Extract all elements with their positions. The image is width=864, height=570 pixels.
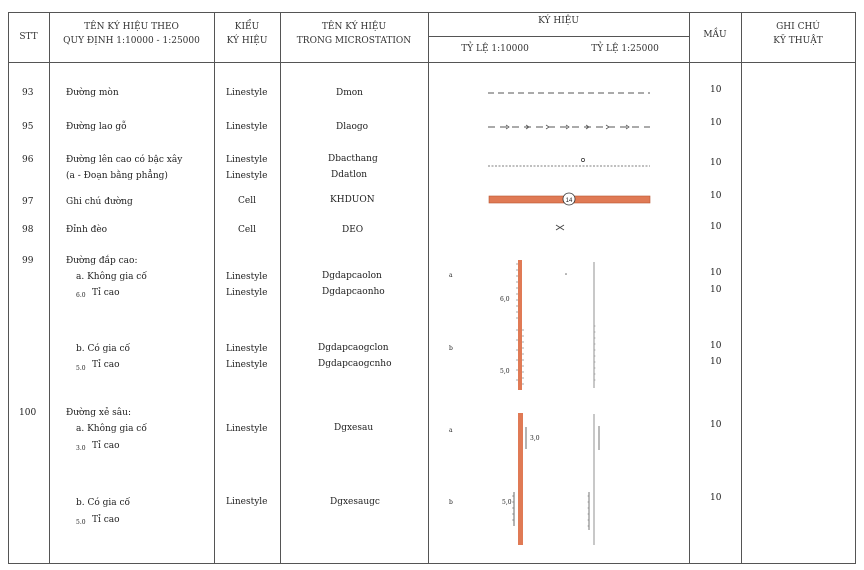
sub-item-b: b. Có gia cố <box>76 498 131 508</box>
mountain-pass-symbol <box>556 225 564 230</box>
tall-label-b: Tỉ cao <box>92 515 120 525</box>
row-name: Đường xẻ sâu: <box>66 408 131 418</box>
header-symbol: KÝ HIỆU <box>538 16 579 26</box>
cutting-b-10000 <box>518 485 523 545</box>
row-ms-name: Dgxesaugc <box>330 497 380 507</box>
row-color: 10 <box>710 341 722 351</box>
symbol-label-b: b <box>449 345 453 352</box>
row-ms-name: DEO <box>342 225 364 235</box>
symbol-label-a: a <box>449 272 453 279</box>
stairway-marker <box>581 158 584 161</box>
row-ms-name: Dmon <box>336 88 363 98</box>
row-name: Đường lao gỗ <box>66 122 127 132</box>
header-note: GHI CHÚ KỸ THUẬT <box>773 22 823 46</box>
row-stt: 96 <box>22 155 34 165</box>
symbol-value-b: 5,0 <box>500 368 510 375</box>
row-name: Đường lên cao có bậc xây <box>66 155 183 165</box>
row-color: 10 <box>710 420 722 430</box>
row-color: 10 <box>710 191 722 201</box>
row-stt: 95 <box>22 122 34 132</box>
header-ms-name: TÊN KÝ HIỆU TRONG MICROSTATION <box>296 22 412 46</box>
symbol-label-b: b <box>449 499 453 506</box>
symbol-value-a: 6,0 <box>500 296 510 303</box>
road-sign-number: 14 <box>565 198 573 204</box>
logging-road-symbol <box>488 125 650 129</box>
row-color: 10 <box>710 268 722 278</box>
row-name: Đường mòn <box>66 88 119 98</box>
tall-label-a: Tỉ cao <box>92 288 120 298</box>
row-type: Linestyle <box>226 155 268 165</box>
row-stt: 98 <box>22 225 34 235</box>
row-type: Cell <box>238 225 256 235</box>
row-ms-name: Dgdapcaonho <box>322 287 385 297</box>
row-color: 10 <box>710 222 722 232</box>
row-color: 10 <box>710 493 722 503</box>
tall-value-a: 3.0 <box>76 445 86 452</box>
header-scale-10000: TỶ LỆ 1:10000 <box>461 44 529 54</box>
row-name-sub: (a - Đoạn bằng phẳng) <box>66 171 168 181</box>
row-stt: 99 <box>22 256 34 266</box>
row-ms-name: Dbacthang <box>328 154 378 164</box>
row-stt: 93 <box>22 88 34 98</box>
sub-item-a: a. Không gia cố <box>76 272 147 282</box>
tall-value-b: 5.0 <box>76 365 86 372</box>
row-color: 10 <box>710 158 722 168</box>
header-name: TÊN KÝ HIỆU THEO QUY ĐỊNH 1:10000 - 1:25000 <box>63 22 200 46</box>
embankment-a-10000 <box>518 260 522 320</box>
row-type: Linestyle <box>226 360 268 370</box>
tall-label-b: Tỉ cao <box>92 360 120 370</box>
row-ms-name: Dgdapcaogcnho <box>318 359 392 369</box>
row-name: Đỉnh đèo <box>66 225 108 235</box>
row-ms-name: Dgdapcaolon <box>322 271 382 281</box>
row-type: Linestyle <box>226 88 268 98</box>
row-ms-name: Dlaogo <box>336 122 369 132</box>
tall-value-b: 5.0 <box>76 519 86 526</box>
symbol-label-a: a <box>449 427 453 434</box>
tall-label-a: Tỉ cao <box>92 441 120 451</box>
sub-item-a: a. Không gia cố <box>76 424 147 434</box>
symbol-value-b: 5,0 <box>502 499 512 506</box>
header-color: MẦU <box>703 30 727 40</box>
header-stt: STT <box>19 32 38 42</box>
symbol-value-a: 3,0 <box>530 435 540 442</box>
row-type: Linestyle <box>226 288 268 298</box>
row-stt: 97 <box>22 197 34 207</box>
row-ms-name: Dgxesau <box>334 423 374 433</box>
row-type: Linestyle <box>226 497 268 507</box>
row-type-sub: Linestyle <box>226 171 268 181</box>
row-ms-name-sub: Ddatlon <box>331 170 368 180</box>
row-color: 10 <box>710 357 722 367</box>
row-color: 10 <box>710 285 722 295</box>
header-scale-25000: TỶ LỆ 1:25000 <box>591 44 659 54</box>
row-stt: 100 <box>19 408 37 418</box>
row-name: Đường đắp cao: <box>66 256 138 266</box>
row-ms-name: Dgdapcaogclon <box>318 343 389 353</box>
row-color: 10 <box>710 85 722 95</box>
row-ms-name: KHDUON <box>330 195 375 205</box>
row-type: Cell <box>238 196 256 206</box>
row-type: Linestyle <box>226 122 268 132</box>
tall-value-a: 6.0 <box>76 292 86 299</box>
cutting-a-10000 <box>518 413 523 485</box>
row-color: 10 <box>710 118 722 128</box>
row-type: Linestyle <box>226 424 268 434</box>
embankment-b-10000 <box>518 320 522 390</box>
row-type: Linestyle <box>226 344 268 354</box>
row-name: Ghi chú đường <box>66 197 133 207</box>
header-type: KIỂU KÝ HIỆU <box>226 22 268 46</box>
row-type: Linestyle <box>226 272 268 282</box>
sub-item-b: b. Có gia cố <box>76 344 131 354</box>
